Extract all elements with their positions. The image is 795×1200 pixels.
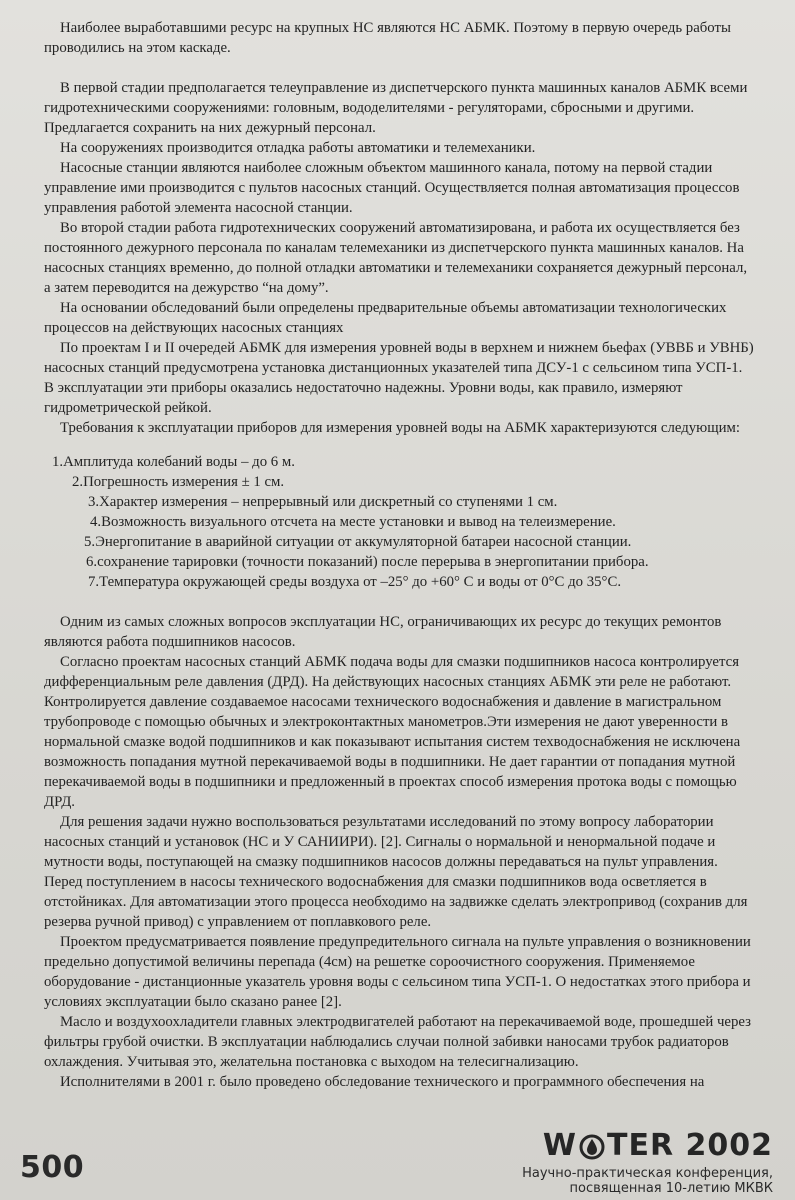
paragraph: По проектам I и II очередей АБМК для измерения уровней воды в верхнем и нижнем бьефах (УВВБ и УВНБ) насосных станций предусмотрена установка дистанционных указателей типа ДСУ-1 с сельсином типа УСП-1. В эксплуатации эти приборы оказались недостаточно надежны. Уровни воды, как правило, измеряют гидрометрической рейкой. (44, 340, 754, 416)
paragraph: Масло и воздухоохладители главных электродвигателей работают на перекачиваемой воде, прошедшей через фильтры грубой очистки. В эксплуатации наблюдались случаи полной забивки наносами трубок радиаторов охлаждения. Учитывая это, желательна постановка с выходом на телесигнализацию. (44, 1014, 751, 1070)
page-footer (0, 1120, 795, 1200)
conference-line: посвященная 10-летию МКВК (569, 1181, 773, 1196)
paragraph: Требования к эксплуатации приборов для измерения уровней воды на АБМК характеризуются следующим: (60, 420, 741, 436)
paragraph: Исполнителями в 2001 г. было проведено обследование технического и программного обеспечения на (60, 1074, 705, 1090)
list-item: 3.Характер измерения – непрерывный или дискретный со ступенями 1 см. (88, 494, 558, 510)
paragraph: В первой стадии предполагается телеуправление из диспетчерского пункта машинных каналов АБМК всеми гидротехническими сооружениями: головным, вододелителями - регуляторами, сбросными и другими. Предлагается сохранить на них дежурный персонал. (44, 80, 748, 136)
paragraph: На сооружениях производится отладка работы автоматики и телемеханики. (60, 140, 536, 156)
list-item: 5.Энергопитание в аварийной ситуации от аккумуляторной батареи насосной станции. (84, 534, 632, 550)
conference-line: Научно-практическая конференция, (522, 1166, 773, 1181)
list-item: 4.Возможность визуального отсчета на месте установки и вывод на телеизмерение. (90, 514, 616, 530)
paragraph: Проектом предусматривается появление предупредительного сигнала на пульте управления о возникновении предельно допустимой величины перепада (4см) на решетке сороочистного сооружения. Применяемое оборудование - дистанционные указатель уровня воды с сельсином типа УСП-1. О недостатках этого прибора и условиях эксплуатации было сказано ранее [2]. (44, 934, 751, 1010)
list-item: 1.Амплитуда колебаний воды – до 6 м. (52, 454, 295, 470)
paragraph: На основании обследований были определены предварительные объемы автоматизации технологических процессов на действующих насосных станциях (44, 300, 727, 336)
paragraph: Во второй стадии работа гидротехнических сооружений автоматизирована, и работа их осуществляется без постоянного дежурного персонала по каналам телемеханики из диспетчерского пункта машинных каналов. На насосных станциях временно, до полной отладки автоматики и телемеханики сохраняется дежурный персонал, а затем переводится на дежурство “на дому”. (44, 220, 748, 296)
paragraph: Наиболее выработавшими ресурс на крупных НС являются НС АБМК. Поэтому в первую очередь работы проводились на этом каскаде. (44, 20, 731, 56)
conference-caption (522, 1166, 773, 1196)
list-item: 6.сохранение тарировки (точности показаний) после перерыва в энергопитании прибора. (86, 554, 649, 570)
water-2002-logo (543, 1128, 773, 1163)
list-item: 2.Погрешность измерения ± 1 см. (72, 474, 285, 490)
logo-text-left: W (542, 1128, 577, 1163)
logo-text-right: TER 2002 (607, 1128, 773, 1163)
requirements-list (44, 452, 755, 592)
paragraph: Согласно проектам насосных станций АБМК подача воды для смазки подшипников насоса контролируется дифференциальным реле давления (ДРД). На действующих насосных станциях АБМК эти реле не работают. Контролируется давление создаваемое насосами технического водоснабжения и давление в магистральном трубопроводе с помощью обычных и электроконтактных манометров.Эти измерения не дают уверенности в нормальной смазке водой подшипников и как показывают испытания систем техводоснабжения не исключена возможность попадания мутной перекачиваемой воды в подшипники. Не дает гарантии от попадания мутной перекачиваемой воды в подшипники и предложенный в проектах способ измерения протока воды с помощью ДРД. (44, 654, 741, 810)
water-drop-icon (579, 1133, 605, 1159)
document-body (44, 18, 755, 1092)
list-item: 7.Температура окружающей среды воздуха от –25° до +60° С и воды от 0°С до 35°С. (88, 574, 622, 590)
page-number: 500 (20, 1150, 85, 1185)
paragraph: Насосные станции являются наиболее сложным объектом машинного канала, потому на первой стадии управление ими производится с пультов насосных станций. Осуществляется полная автоматизация процессов управления работой элемента насосной станции. (44, 160, 740, 216)
paragraph: Одним из самых сложных вопросов эксплуатации НС, ограничивающих их ресурс до текущих ремонтов являются работа подшипников насосов. (44, 614, 722, 650)
paragraph: Для решения задачи нужно воспользоваться результатами исследований по этому вопросу лаборатории насосных станций и установок (НС и У САНИИРИ). [2]. Сигналы о нормальной и ненормальной подаче и мутности воды, поступающей на смазку подшипников насосов должны передаваться на пульт управления. Перед поступлением в насосы технического водоснабжения для смазки подшипников вода осветляется в отстойниках. Для автоматизации этого процесса необходимо на задвижке сделать электропривод (сохранив для резерва ручной привод) с управлением от поплавкового реле. (44, 814, 748, 930)
